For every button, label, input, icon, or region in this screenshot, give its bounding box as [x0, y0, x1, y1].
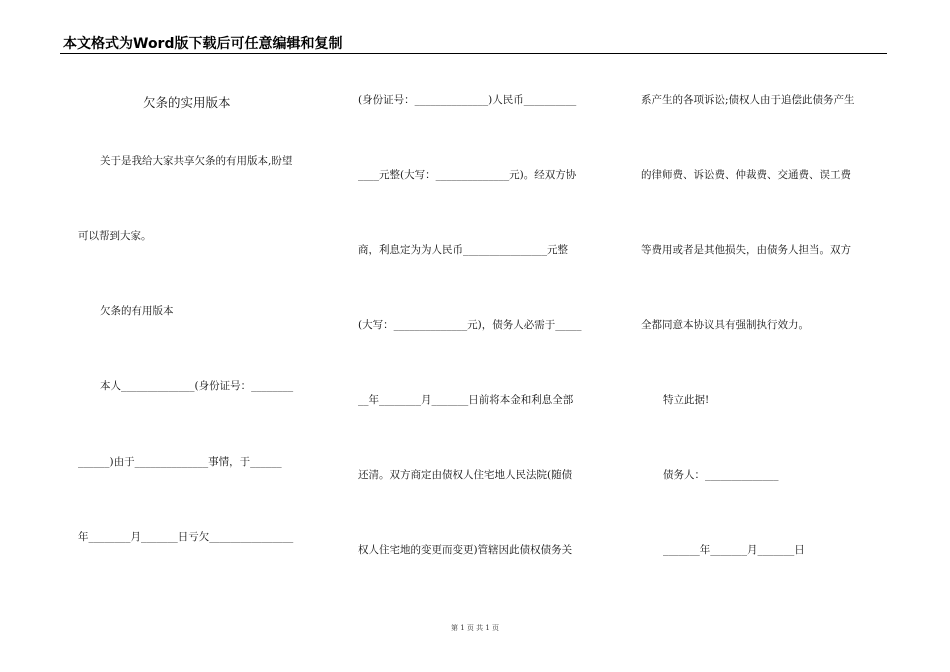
document-title: 欠条的实用版本 [143, 95, 231, 110]
col3-line-5: 特立此据! [663, 394, 710, 406]
col2-line-5: __年________月_______日前将本金和利息全部 [358, 394, 574, 406]
col3-line-2: 的律师费、诉讼费、仲裁费、交通费、误工费 [641, 169, 851, 181]
col3-line-3: 等费用或者是其他损失，由债务人担当。双方 [641, 244, 851, 256]
col2-line-3: 商，利息定为为人民币________________元整 [358, 244, 568, 256]
col2-line-1: (身份证号：______________)人民币__________ [358, 94, 577, 106]
col1-line-1: 关于是我给大家共享欠条的有用版本,盼望 [100, 155, 293, 167]
col3-line-4: 全都同意本协议具有强制执行效力。 [641, 319, 809, 331]
col1-line-3: 欠条的有用版本 [100, 305, 174, 317]
page-number-footer: 第 1 页 共 1 页 [450, 624, 500, 632]
col2-line-4: (大写：______________元)，债务人必需于_____ [358, 319, 582, 331]
header-divider [60, 53, 887, 54]
col3-line-7: _______年_______月_______日 [663, 544, 805, 556]
col1-line-4: 本人______________(身份证号：________ [100, 380, 294, 392]
document-header-title: 本文格式为Word版下载后可任意编辑和复制 [63, 36, 343, 52]
col3-line-1: 系产生的各项诉讼;债权人由于追偿此债务产生 [641, 94, 855, 106]
col3-line-6: 债务人：______________ [663, 469, 779, 481]
col2-line-6: 还清。双方商定由债权人住宅地人民法院(随债 [358, 469, 573, 481]
col2-line-7: 权人住宅地的变更而变更)管辖因此债权债务关 [358, 544, 573, 556]
col1-line-5: ______)由于______________事情，于______ [78, 456, 282, 468]
col1-line-2: 可以帮到大家。 [78, 230, 152, 242]
col1-line-6: 年________月_______日亏欠________________ [78, 531, 294, 543]
col2-line-2: ____元整(大写：______________元)。经双方协 [358, 169, 577, 181]
